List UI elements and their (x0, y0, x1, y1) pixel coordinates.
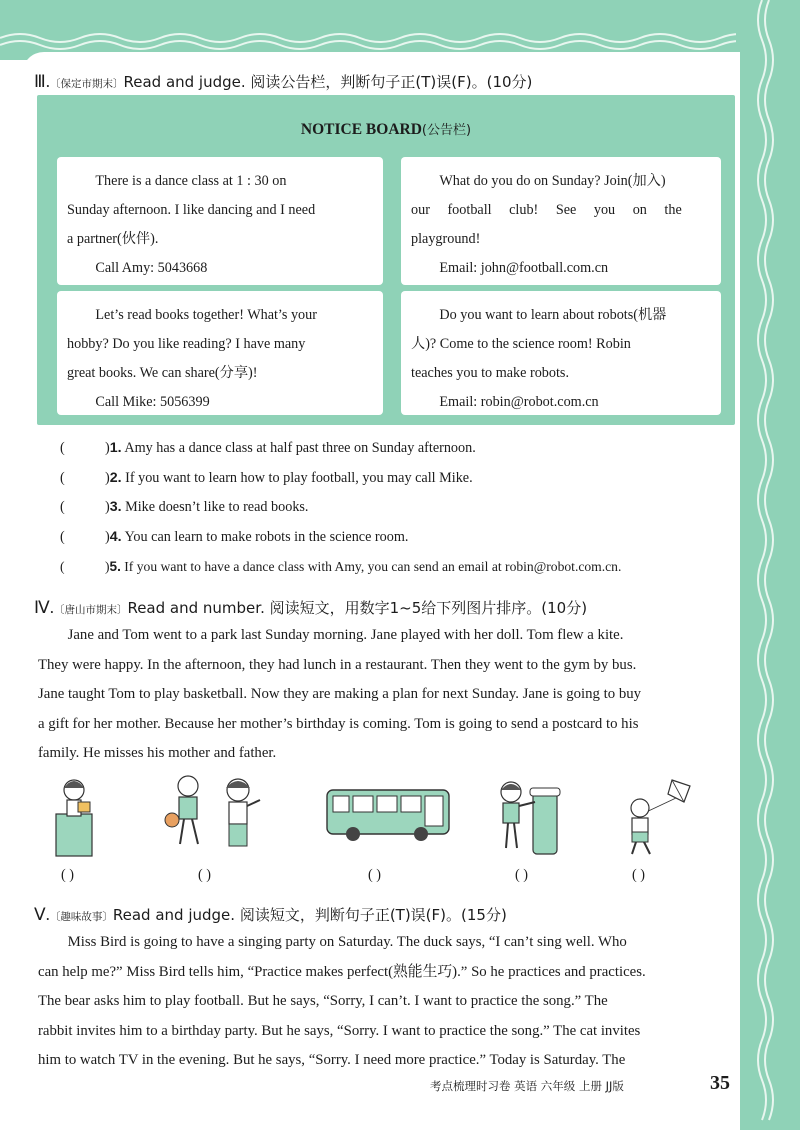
section-5-passage (38, 928, 734, 1076)
section-4-title: Read and number. 阅读短文，用数字1~5给下列图片排序。(10分) (127, 599, 588, 617)
section-4-numeral: Ⅳ. (34, 598, 54, 617)
page-frame-top (0, 0, 800, 60)
passage-line: The bear asks him to play football. But he says, “Sorry, I can’t. I want to practice the song.” The (38, 993, 608, 1009)
answer-paren-close: ) (105, 440, 110, 456)
passage-line: They were happy. In the afternoon, they had lunch in a restaurant. Then they went to the gym by bus. (38, 656, 637, 673)
card-contact: Email: robin@robot.com.cn (439, 394, 599, 410)
notice-board-title-en: NOTICE BOARD (300, 121, 422, 138)
notice-card-amy (57, 157, 383, 285)
card-line: teaches you to make robots. (411, 365, 569, 381)
question-number: 2. (109, 470, 122, 486)
notice-card-robin (401, 291, 721, 415)
notice-card-mike (57, 291, 383, 415)
section-3-title: Read and judge. 阅读公告栏，判断句子正(T)误(F)。(10分) (123, 73, 533, 91)
card-line: There is a dance class at 1 : 30 on (95, 173, 287, 189)
question-3 (60, 499, 308, 516)
section-4-source: 〔唐山市期末〕 (53, 604, 128, 616)
section-4-heading (34, 597, 587, 618)
card-line: our football club! See you on the (411, 202, 682, 218)
section-5-heading (34, 904, 507, 925)
page-number: 35 (710, 1072, 730, 1094)
picture-blank-5[interactable]: ( ) (632, 867, 645, 883)
section-5-source: 〔趣味故事〕 (49, 911, 113, 923)
question-number: 3. (109, 499, 122, 515)
question-number: 5. (109, 559, 121, 574)
passage-line: Jane and Tom went to a park last Sunday morning. Jane played with her doll. Tom flew a kite. (67, 627, 624, 643)
kids-basketball-picture (160, 772, 270, 862)
boy-kite-picture (618, 774, 698, 858)
card-line: What do you do on Sunday? Join(加入) (439, 173, 666, 189)
page-frame-right (736, 0, 800, 1130)
question-1 (60, 440, 476, 457)
card-line: Sunday afternoon. I like dancing and I need (67, 202, 316, 218)
card-line: 人)? Come to the science room! Robin (411, 336, 631, 352)
card-line: playground! (411, 231, 481, 247)
passage-line: a gift for her mother. Because her mother’s birthday is coming. Tom is going to send a postcard to his (38, 715, 639, 732)
question-text: Mike doesn’t like to read books. (125, 499, 309, 515)
notice-board-title (37, 119, 735, 139)
section-3-heading (34, 71, 532, 92)
question-number: 4. (109, 529, 122, 545)
question-text: You can learn to make robots in the science room. (124, 529, 409, 545)
question-text: If you want to have a dance class with Amy, you can send an email at robin@robot.com.cn. (124, 559, 622, 574)
section-3-source: 〔保定市期末〕 (49, 78, 124, 90)
passage-line: rabbit invites him to a birthday party. But he says, “Sorry. I want to practice the song.” The cat invites (38, 1022, 641, 1039)
card-contact: Call Mike: 5056399 (95, 394, 210, 410)
answer-paren-close: ) (105, 499, 110, 515)
question-text: Amy has a dance class at half past three on Sunday afternoon. (124, 440, 476, 456)
passage-line: him to watch TV in the evening. But he says, “Sorry. I need more practice.” Today is Saturday. The (38, 1052, 626, 1068)
answer-paren-close: ) (105, 470, 110, 486)
wavy-border-decoration (0, 0, 800, 60)
section-4-passage (38, 621, 734, 769)
answer-paren-open[interactable]: ( (60, 440, 65, 456)
question-text: If you want to learn how to play football, you may call Mike. (125, 470, 473, 486)
answer-paren-open[interactable]: ( (60, 559, 65, 574)
picture-blank-2[interactable]: ( ) (198, 867, 211, 883)
section-3-numeral: Ⅲ. (34, 72, 50, 91)
answer-paren-open[interactable]: ( (60, 499, 65, 515)
girl-shopping-picture (50, 772, 110, 862)
answer-paren-close: ) (105, 559, 110, 574)
passage-line: Miss Bird is going to have a singing party on Saturday. The duck says, “I can’t sing well. Who (67, 934, 627, 950)
passage-line: Jane taught Tom to play basketball. Now they are making a plan for next Sunday. Jane is going to buy (38, 686, 642, 702)
answer-paren-open[interactable]: ( (60, 470, 65, 486)
question-2 (60, 470, 473, 487)
boy-mailbox-picture (495, 776, 565, 862)
picture-blank-4[interactable]: ( ) (515, 867, 528, 883)
question-number: 1. (109, 440, 122, 456)
section-5-numeral: Ⅴ. (34, 905, 50, 924)
answer-paren-close: ) (105, 529, 110, 545)
section-5-title: Read and judge. 阅读短文，判断句子正(T)误(F)。(15分) (112, 906, 507, 924)
card-contact: Call Amy: 5043668 (95, 260, 208, 276)
answer-paren-open[interactable]: ( (60, 529, 65, 545)
notice-board-title-cn: (公告栏) (421, 123, 472, 138)
question-4 (60, 529, 408, 546)
passage-line: can help me?” Miss Bird tells him, “Practice makes perfect(熟能生巧).” So he practices and practices. (38, 963, 646, 980)
footer-book-info: 考点梳理时习卷 英语 六年级 上册 JJ版 (430, 1079, 624, 1093)
notice-card-football (401, 157, 721, 285)
card-line: Let’s read books together! What’s your (95, 307, 317, 323)
picture-blank-3[interactable]: ( ) (368, 867, 381, 883)
card-line: Do you want to learn about robots(机器 (439, 307, 667, 323)
wavy-border-side-decoration (736, 0, 800, 1130)
notice-board (37, 95, 735, 425)
card-line: great books. We can share(分享)! (67, 365, 258, 381)
card-line: a partner(伙伴). (67, 231, 159, 247)
picture-blank-1[interactable]: ( ) (61, 867, 74, 883)
card-line: hobby? Do you like reading? I have many (67, 336, 306, 352)
question-5 (60, 559, 621, 575)
bus-picture (325, 784, 455, 844)
passage-line: family. He misses his mother and father. (38, 745, 277, 761)
card-contact: Email: john@football.com.cn (439, 260, 609, 276)
